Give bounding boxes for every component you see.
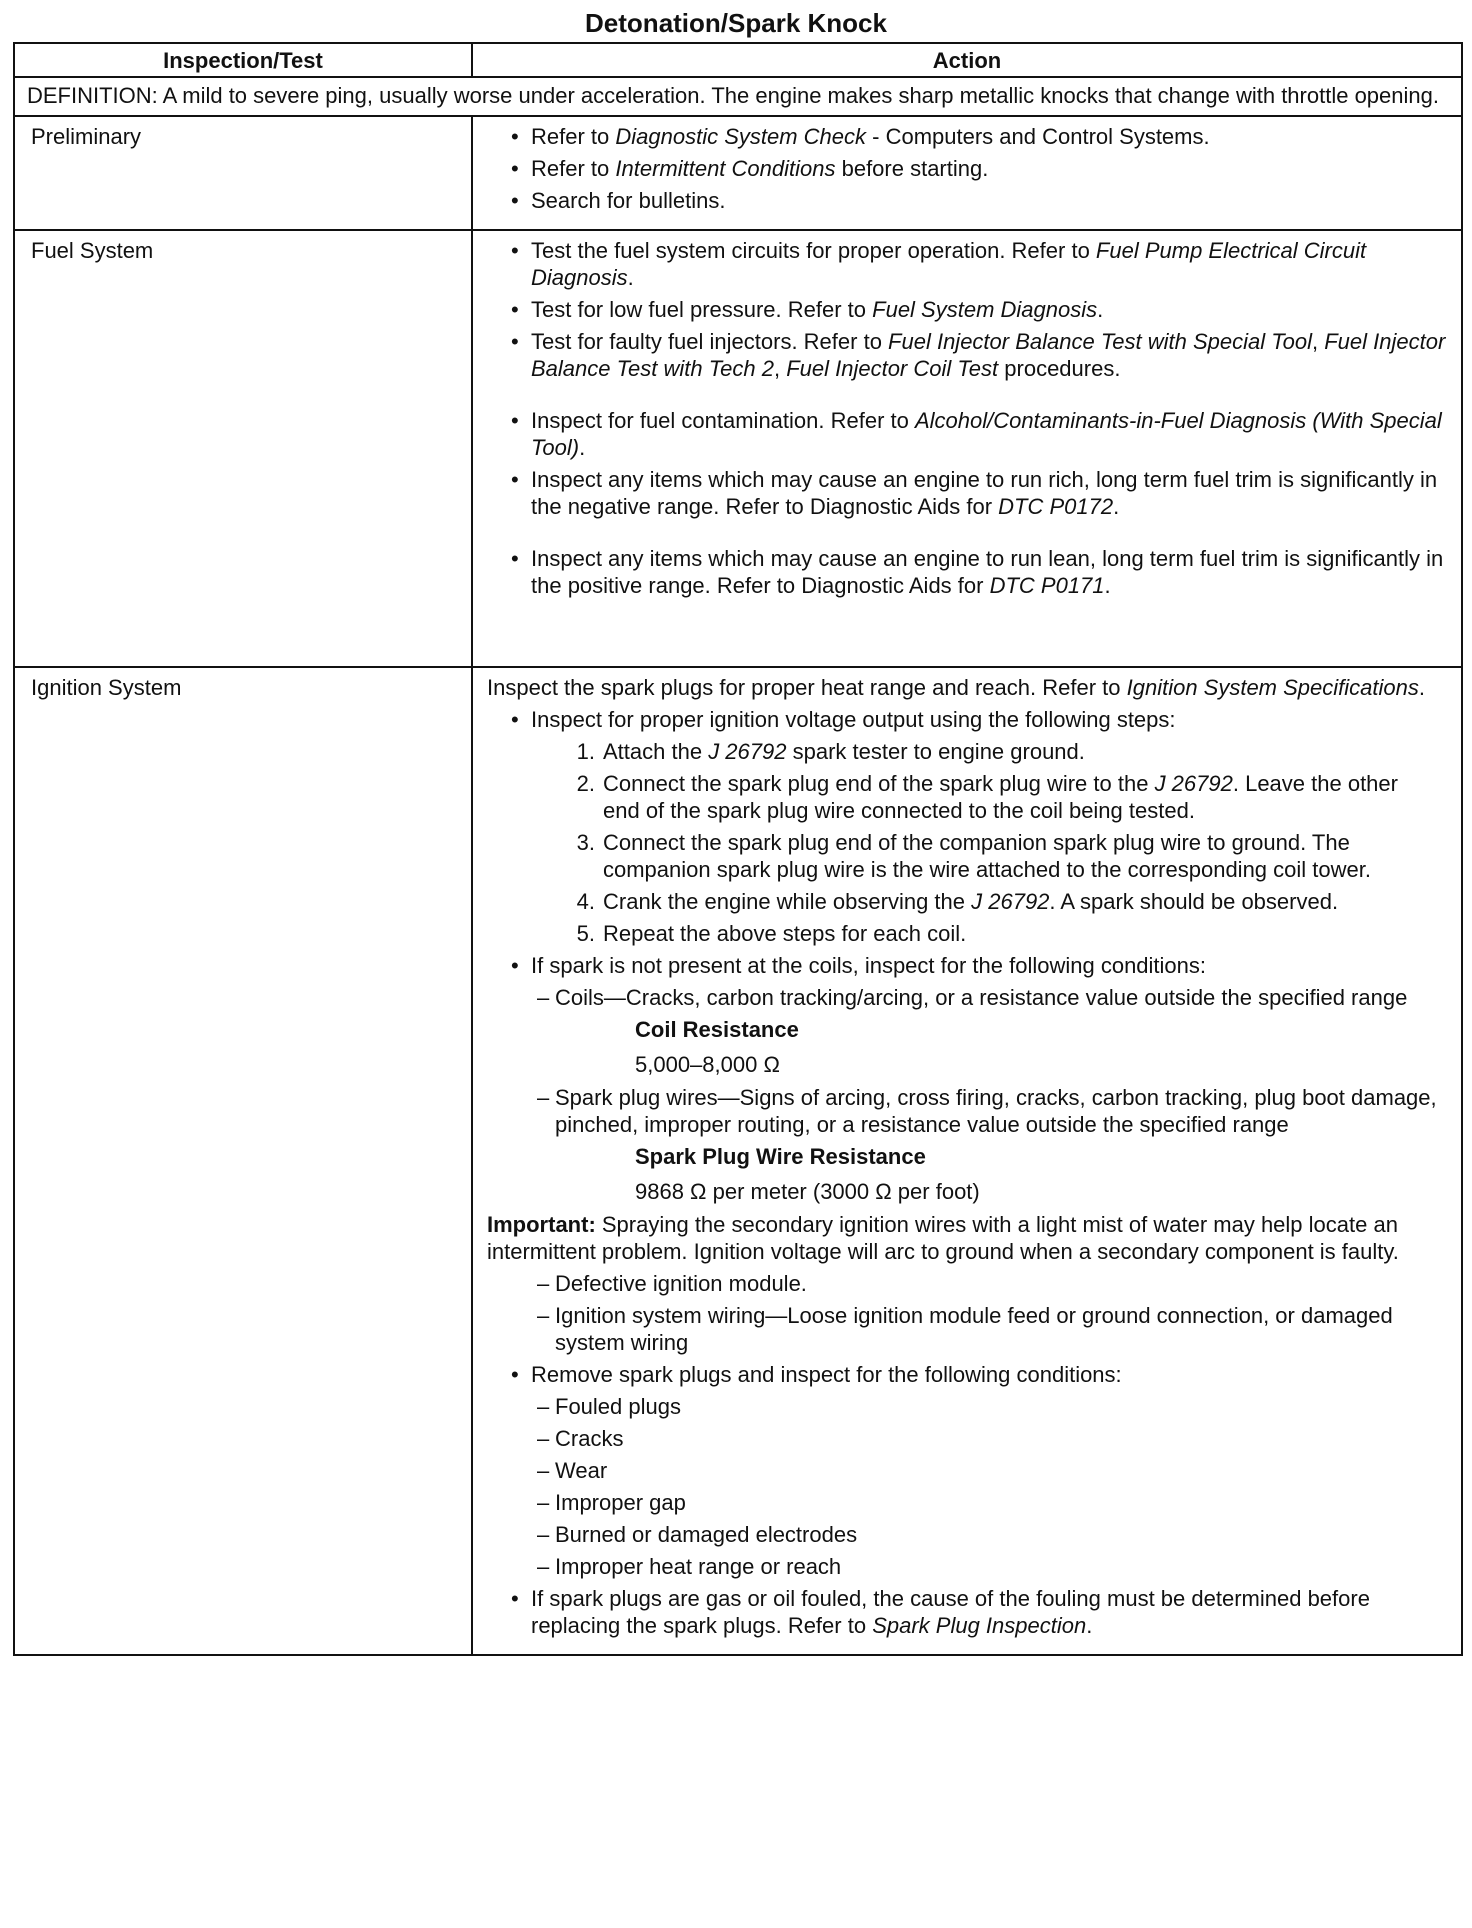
list-item: • Refer to Diagnostic System Check - Computers and Control Systems. bbox=[511, 124, 1210, 149]
bullet-mark: • bbox=[511, 467, 519, 492]
action-preliminary bbox=[472, 116, 1462, 230]
label-preliminary: Preliminary bbox=[14, 116, 472, 230]
reference-link[interactable]: Fuel Injector Balance Test with Special Tool bbox=[888, 329, 1312, 354]
list-item: • If spark is not present at the coils, inspect for the following conditions: bbox=[511, 953, 1207, 978]
spec-heading: Coil Resistance bbox=[635, 1017, 799, 1042]
ignition-intro: Inspect the spark plugs for proper heat range and reach. Refer to Ignition System Specifications. bbox=[487, 675, 1425, 700]
bullet-mark: • bbox=[511, 124, 519, 149]
dash-item: – Ignition system wiring—Loose ignition module feed or ground connection, or damaged system wiring bbox=[537, 1303, 1393, 1355]
label-ignition-system: Ignition System bbox=[14, 667, 472, 1655]
definition-row bbox=[14, 77, 1462, 116]
dash-item: – Improper heat range or reach bbox=[537, 1554, 842, 1579]
diagnostic-table bbox=[13, 42, 1463, 1656]
definition-text: DEFINITION: A mild to severe ping, usually worse under acceleration. The engine makes sharp metallic knocks that change with throttle opening. bbox=[14, 77, 1462, 116]
action-fuel-system bbox=[472, 230, 1462, 667]
dash-item: – Coils—Cracks, carbon tracking/arcing, or a resistance value outside the specified range bbox=[537, 985, 1408, 1010]
spec-heading: Spark Plug Wire Resistance bbox=[635, 1144, 926, 1169]
list-item: • Test for faulty fuel injectors. Refer to Fuel Injector Balance Test with Special Tool, Fuel Injector Balance Test with Tech 2, Fuel Injector Coil Test procedures. bbox=[511, 329, 1446, 381]
reference-link[interactable]: Fuel Injector Coil Test bbox=[786, 356, 999, 381]
document-title: Detonation/Spark Knock bbox=[585, 8, 887, 38]
dash-item: – Burned or damaged electrodes bbox=[537, 1522, 858, 1547]
dash-item: – Defective ignition module. bbox=[537, 1271, 807, 1296]
list-item: • Inspect for proper ignition voltage output using the following steps: bbox=[511, 707, 1176, 732]
bullet-mark: • bbox=[511, 1362, 519, 1387]
dash-item: – Cracks bbox=[537, 1426, 624, 1451]
step-item: 5. Repeat the above steps for each coil. bbox=[576, 921, 967, 946]
bullet-mark: • bbox=[511, 188, 519, 213]
list-item: • If spark plugs are gas or oil fouled, the cause of the fouling must be determined before replacing the spark plugs. Refer to Spark Plug Inspection. bbox=[511, 1586, 1370, 1638]
action-ignition-system bbox=[472, 667, 1462, 1655]
bullet-mark: • bbox=[511, 329, 519, 354]
list-item: • Inspect any items which may cause an engine to run rich, long term fuel trim is significantly in the negative range. Refer to Diagnostic Aids for DTC P0172. bbox=[511, 467, 1438, 519]
reference-link[interactable]: Spark Plug Inspection bbox=[872, 1613, 1087, 1638]
bullet-mark: • bbox=[511, 297, 519, 322]
reference-link[interactable]: DTC P0171 bbox=[989, 573, 1105, 598]
table-header-row bbox=[14, 43, 1462, 77]
dash-item: – Fouled plugs bbox=[537, 1394, 681, 1419]
reference-link[interactable]: Alcohol/Contaminants-in-Fuel Diagnosis (With Special Tool) bbox=[531, 408, 1442, 460]
reference-link[interactable]: Intermittent Conditions bbox=[615, 156, 836, 181]
dash-item: – Improper gap bbox=[537, 1490, 686, 1515]
spec-coil-resistance bbox=[635, 1016, 1451, 1078]
list-item: • Test the fuel system circuits for proper operation. Refer to Fuel Pump Electrical Circuit Diagnosis. bbox=[511, 238, 1367, 290]
table-row-ignition-system bbox=[14, 667, 1462, 1655]
step-item: 1. Attach the J 26792 spark tester to engine ground. bbox=[576, 739, 1085, 764]
header-action: Action bbox=[472, 43, 1462, 77]
bullet-mark: • bbox=[511, 953, 519, 978]
spec-wire-resistance bbox=[635, 1143, 1451, 1205]
important-note: Important: Spraying the secondary ignition wires with a light mist of water may help locate an intermittent problem. Ignition voltage will arc to ground when a secondary component is faulty. bbox=[487, 1212, 1399, 1264]
table-row-preliminary bbox=[14, 116, 1462, 230]
reference-link[interactable]: Diagnostic System Check bbox=[615, 124, 867, 149]
reference-link[interactable]: Ignition System Specifications bbox=[1126, 675, 1419, 700]
step-item: 3. Connect the spark plug end of the companion spark plug wire to ground. The companion spark plug wire is the wire attached to the corresponding coil tower. bbox=[576, 830, 1371, 882]
table-row-fuel-system bbox=[14, 230, 1462, 667]
bullet-mark: • bbox=[511, 1586, 519, 1611]
list-item: • Inspect any items which may cause an engine to run lean, long term fuel trim is significantly in the positive range. Refer to Diagnostic Aids for DTC P0171. bbox=[511, 546, 1444, 598]
reference-link[interactable]: Fuel System Diagnosis bbox=[872, 297, 1098, 322]
reference-link[interactable]: DTC P0172 bbox=[998, 494, 1114, 519]
step-item: 4. Crank the engine while observing the J 26792. A spark should be observed. bbox=[576, 889, 1339, 914]
list-item: • Test for low fuel pressure. Refer to Fuel System Diagnosis. bbox=[511, 297, 1104, 322]
step-item: 2. Connect the spark plug end of the spark plug wire to the J 26792. Leave the other end of the spark plug wire connected to the coil being tested. bbox=[576, 771, 1398, 823]
bullet-mark: • bbox=[511, 238, 519, 263]
reference-link[interactable]: Fuel Injector Balance Test with Tech 2 bbox=[531, 329, 1446, 381]
list-item: • Refer to Intermittent Conditions before starting. bbox=[511, 156, 989, 181]
bullet-mark: • bbox=[511, 707, 519, 732]
list-item: • Search for bulletins. bbox=[511, 188, 726, 213]
header-inspection-test: Inspection/Test bbox=[14, 43, 472, 77]
spec-value: 9868 Ω per meter (3000 Ω per foot) bbox=[635, 1179, 980, 1204]
bullet-mark: • bbox=[511, 156, 519, 181]
reference-link[interactable]: Fuel Pump Electrical Circuit Diagnosis bbox=[531, 238, 1367, 290]
list-item: • Remove spark plugs and inspect for the following conditions: bbox=[511, 1362, 1122, 1387]
dash-item: – Spark plug wires—Signs of arcing, cross firing, cracks, carbon tracking, plug boot damage, pinched, improper routing, or a resistance value outside the specified range bbox=[537, 1085, 1437, 1137]
dash-item: – Wear bbox=[537, 1458, 608, 1483]
spec-value: 5,000–8,000 Ω bbox=[635, 1052, 780, 1077]
bullet-mark: • bbox=[511, 408, 519, 433]
label-fuel-system: Fuel System bbox=[14, 230, 472, 667]
bullet-mark: • bbox=[511, 546, 519, 571]
list-item: • Inspect for fuel contamination. Refer to Alcohol/Contaminants-in-Fuel Diagnosis (With Special Tool). bbox=[511, 408, 1442, 460]
